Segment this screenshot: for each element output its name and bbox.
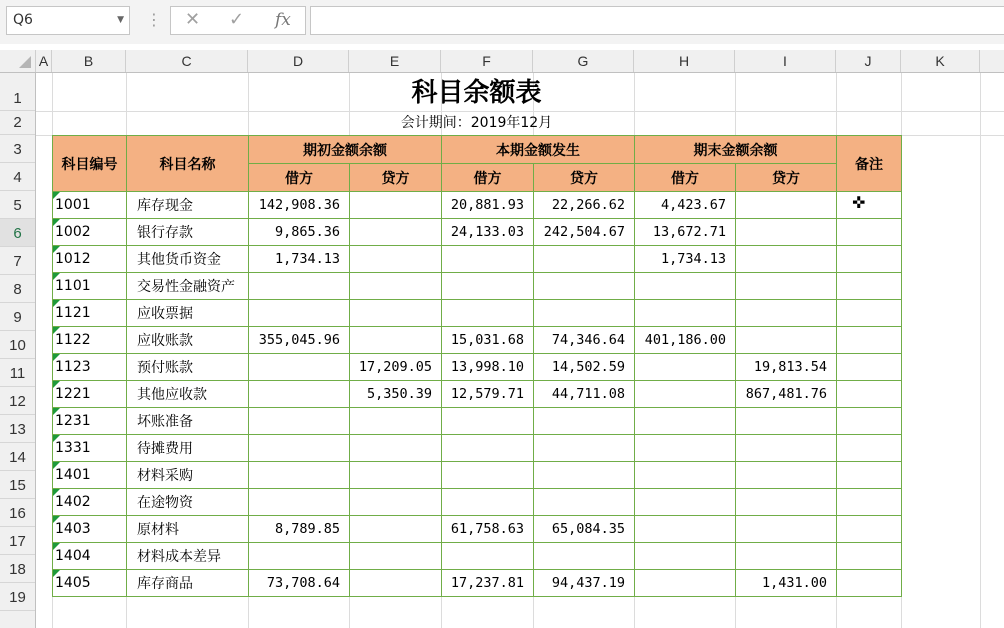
amount-cell[interactable]: [249, 489, 350, 516]
account-code-cell[interactable]: 1331: [53, 435, 127, 462]
amount-cell[interactable]: [736, 246, 837, 273]
amount-cell[interactable]: [442, 246, 534, 273]
amount-cell[interactable]: 17,209.05: [350, 354, 442, 381]
amount-cell[interactable]: [442, 273, 534, 300]
amount-cell[interactable]: 867,481.76: [736, 381, 837, 408]
amount-cell[interactable]: [736, 273, 837, 300]
table-row: [53, 219, 902, 246]
amount-cell[interactable]: 74,346.64: [534, 327, 635, 354]
amount-cell[interactable]: [442, 408, 534, 435]
amount-cell[interactable]: 19,813.54: [736, 354, 837, 381]
amount-cell[interactable]: [442, 462, 534, 489]
amount-cell[interactable]: [249, 381, 350, 408]
row-header[interactable]: 18: [0, 555, 35, 583]
name-box-value: Q6: [13, 12, 33, 28]
header-current-credit[interactable]: 贷方: [534, 164, 635, 192]
amount-cell[interactable]: [249, 543, 350, 570]
amount-cell[interactable]: [736, 327, 837, 354]
account-name-cell[interactable]: 银行存款: [127, 219, 249, 246]
account-code-cell[interactable]: 1221: [53, 381, 127, 408]
table-row: [53, 516, 902, 543]
amount-cell[interactable]: [534, 273, 635, 300]
table-row: [53, 192, 902, 219]
amount-cell[interactable]: 24,133.03: [442, 219, 534, 246]
account-name-cell[interactable]: 库存商品: [127, 570, 249, 597]
amount-cell[interactable]: 142,908.36: [249, 192, 350, 219]
note-cell[interactable]: [837, 435, 902, 462]
amount-cell[interactable]: [736, 300, 837, 327]
row-header[interactable]: 5: [0, 191, 35, 219]
amount-cell[interactable]: 401,186.00: [635, 327, 736, 354]
account-name-cell[interactable]: 应收账款: [127, 327, 249, 354]
table-row: [53, 381, 902, 408]
account-name-cell[interactable]: 材料成本差异: [127, 543, 249, 570]
column-header-bar: [0, 50, 1004, 73]
amount-cell[interactable]: 17,237.81: [442, 570, 534, 597]
account-name-cell[interactable]: 原材料: [127, 516, 249, 543]
amount-cell[interactable]: [442, 489, 534, 516]
row-header[interactable]: 3: [0, 135, 35, 163]
amount-cell[interactable]: [350, 408, 442, 435]
row-header[interactable]: 11: [0, 359, 35, 387]
amount-cell[interactable]: 8,789.85: [249, 516, 350, 543]
amount-cell[interactable]: [534, 300, 635, 327]
table-row: [53, 273, 902, 300]
table-row: [53, 570, 902, 597]
table-row: [53, 489, 902, 516]
note-cell[interactable]: [837, 489, 902, 516]
amount-cell[interactable]: 1,431.00: [736, 570, 837, 597]
table-body: [53, 192, 902, 597]
amount-cell[interactable]: [534, 489, 635, 516]
row-header[interactable]: 8: [0, 275, 35, 303]
amount-cell[interactable]: [249, 408, 350, 435]
amount-cell[interactable]: [350, 192, 442, 219]
column-header-d[interactable]: D: [248, 50, 349, 72]
select-all-button[interactable]: [0, 50, 36, 72]
column-header-a[interactable]: A: [36, 50, 52, 72]
note-cell[interactable]: [837, 570, 902, 597]
amount-cell[interactable]: 355,045.96: [249, 327, 350, 354]
amount-cell[interactable]: [635, 543, 736, 570]
accounting-period: 会计期间：2019年12月: [400, 115, 553, 131]
amount-cell[interactable]: [736, 462, 837, 489]
amount-cell[interactable]: [442, 300, 534, 327]
amount-cell[interactable]: 14,502.59: [534, 354, 635, 381]
account-name-cell[interactable]: 在途物资: [127, 489, 249, 516]
amount-cell[interactable]: 15,031.68: [442, 327, 534, 354]
header-opening-balance[interactable]: 期初金额余额: [249, 136, 442, 164]
row-header[interactable]: 9: [0, 303, 35, 331]
account-name-cell[interactable]: 待摊费用: [127, 435, 249, 462]
amount-cell[interactable]: [736, 408, 837, 435]
row-header[interactable]: 19: [0, 583, 35, 611]
table-row: [53, 300, 902, 327]
formula-bar-area: [0, 0, 1004, 44]
amount-cell[interactable]: 9,865.36: [249, 219, 350, 246]
table-row: [53, 462, 902, 489]
header-account-name[interactable]: 科目名称: [127, 136, 249, 192]
amount-cell[interactable]: [350, 489, 442, 516]
account-name-cell[interactable]: 坏账准备: [127, 408, 249, 435]
account-code-cell[interactable]: 1122: [53, 327, 127, 354]
note-cell[interactable]: [837, 219, 902, 246]
column-header-k[interactable]: K: [901, 50, 980, 72]
note-cell[interactable]: [837, 246, 902, 273]
table-row: [53, 327, 902, 354]
table-row: [53, 543, 902, 570]
header-opening-credit[interactable]: 贷方: [350, 164, 442, 192]
note-cell[interactable]: [837, 462, 902, 489]
column-header-h[interactable]: H: [634, 50, 735, 72]
amount-cell[interactable]: [736, 435, 837, 462]
account-code-cell[interactable]: 1402: [53, 489, 127, 516]
amount-cell[interactable]: 44,711.08: [534, 381, 635, 408]
row-header[interactable]: 14: [0, 443, 35, 471]
column-header-f[interactable]: F: [441, 50, 533, 72]
amount-cell[interactable]: [249, 300, 350, 327]
note-cell[interactable]: [837, 354, 902, 381]
amount-cell[interactable]: 61,758.63: [442, 516, 534, 543]
column-header-i[interactable]: I: [735, 50, 836, 72]
amount-cell[interactable]: [534, 246, 635, 273]
header-opening-debit[interactable]: 借方: [249, 164, 350, 192]
note-cell[interactable]: [837, 408, 902, 435]
amount-cell[interactable]: [635, 381, 736, 408]
account-name-cell[interactable]: 其他货币资金: [127, 246, 249, 273]
cancel-icon[interactable]: ✕: [185, 9, 201, 30]
amount-cell[interactable]: [635, 516, 736, 543]
table-row: [53, 435, 902, 462]
chevron-down-icon[interactable]: ▼: [117, 15, 124, 25]
header-closing-credit[interactable]: 贷方: [736, 164, 837, 192]
amount-cell[interactable]: [635, 354, 736, 381]
account-balance-table: [52, 135, 902, 597]
account-code-cell[interactable]: 1012: [53, 246, 127, 273]
row-header[interactable]: 2: [0, 111, 35, 135]
amount-cell[interactable]: [350, 435, 442, 462]
row-header[interactable]: 13: [0, 415, 35, 443]
amount-cell[interactable]: [249, 462, 350, 489]
row-header[interactable]: 4: [0, 163, 35, 191]
amount-cell[interactable]: [249, 354, 350, 381]
amount-cell[interactable]: [442, 435, 534, 462]
amount-cell[interactable]: 5,350.39: [350, 381, 442, 408]
amount-cell[interactable]: [350, 462, 442, 489]
header-current-debit[interactable]: 借方: [442, 164, 534, 192]
amount-cell[interactable]: [635, 408, 736, 435]
amount-cell[interactable]: [736, 543, 837, 570]
amount-cell[interactable]: [249, 273, 350, 300]
amount-cell[interactable]: [736, 192, 837, 219]
header-note[interactable]: 备注: [837, 136, 902, 192]
row-header[interactable]: 1: [0, 73, 35, 111]
header-account-code[interactable]: 科目编号: [53, 136, 127, 192]
account-name-cell[interactable]: 材料采购: [127, 462, 249, 489]
column-header-b[interactable]: B: [52, 50, 126, 72]
amount-cell[interactable]: [350, 300, 442, 327]
amount-cell[interactable]: [635, 570, 736, 597]
name-box[interactable]: [6, 6, 130, 35]
amount-cell[interactable]: [534, 408, 635, 435]
sheet-title: 科目余额表: [411, 78, 542, 108]
header-closing-debit[interactable]: 借方: [635, 164, 736, 192]
account-code-cell[interactable]: 1121: [53, 300, 127, 327]
amount-cell[interactable]: [350, 273, 442, 300]
account-name-cell[interactable]: 交易性金融资产: [127, 273, 249, 300]
amount-cell[interactable]: 73,708.64: [249, 570, 350, 597]
account-code-cell[interactable]: 1401: [53, 462, 127, 489]
row-header[interactable]: 7: [0, 247, 35, 275]
account-code-cell[interactable]: 1123: [53, 354, 127, 381]
row-header[interactable]: 17: [0, 527, 35, 555]
row-header-bar: [0, 73, 36, 628]
note-cell[interactable]: [837, 327, 902, 354]
note-cell[interactable]: [837, 273, 902, 300]
amount-cell[interactable]: 13,672.71: [635, 219, 736, 246]
table-row: [53, 408, 902, 435]
account-name-cell[interactable]: 其他应收款: [127, 381, 249, 408]
amount-cell[interactable]: 12,579.71: [442, 381, 534, 408]
amount-cell[interactable]: 4,423.67: [635, 192, 736, 219]
account-code-cell[interactable]: 1403: [53, 516, 127, 543]
row-header[interactable]: 16: [0, 499, 35, 527]
amount-cell[interactable]: 20,881.93: [442, 192, 534, 219]
column-header-e[interactable]: E: [349, 50, 441, 72]
amount-cell[interactable]: [635, 300, 736, 327]
row-header-selected[interactable]: 6: [0, 219, 35, 247]
row-header[interactable]: 15: [0, 471, 35, 499]
account-name-cell[interactable]: 应收票据: [127, 300, 249, 327]
note-cell[interactable]: [837, 516, 902, 543]
enter-icon[interactable]: ✓: [229, 9, 245, 30]
header-closing-balance[interactable]: 期末金额余额: [635, 136, 837, 164]
account-code-cell[interactable]: 1405: [53, 570, 127, 597]
amount-cell[interactable]: [350, 246, 442, 273]
amount-cell[interactable]: 94,437.19: [534, 570, 635, 597]
column-header-g[interactable]: G: [533, 50, 634, 72]
note-cell[interactable]: [837, 300, 902, 327]
account-name-cell[interactable]: 预付账款: [127, 354, 249, 381]
column-header-j[interactable]: J: [836, 50, 901, 72]
account-code-cell[interactable]: 1231: [53, 408, 127, 435]
amount-cell[interactable]: [350, 570, 442, 597]
cell-cursor-icon: ✜: [852, 193, 866, 212]
formula-input[interactable]: [310, 6, 1004, 35]
amount-cell[interactable]: [635, 489, 736, 516]
cell-grid[interactable]: [36, 73, 1004, 628]
row-header[interactable]: 12: [0, 387, 35, 415]
formula-buttons: [170, 6, 306, 35]
table-row: [53, 354, 902, 381]
amount-cell[interactable]: [249, 435, 350, 462]
amount-cell[interactable]: [350, 219, 442, 246]
amount-cell[interactable]: 65,084.35: [534, 516, 635, 543]
amount-cell[interactable]: [350, 516, 442, 543]
amount-cell[interactable]: [635, 273, 736, 300]
amount-cell[interactable]: [442, 543, 534, 570]
amount-cell[interactable]: [635, 462, 736, 489]
account-code-cell[interactable]: 1101: [53, 273, 127, 300]
account-code-cell[interactable]: 1002: [53, 219, 127, 246]
row-header[interactable]: 10: [0, 331, 35, 359]
drag-handle-icon[interactable]: ⋮: [146, 10, 161, 29]
amount-cell[interactable]: [736, 489, 837, 516]
table-row: [53, 246, 902, 273]
amount-cell[interactable]: [350, 327, 442, 354]
account-code-cell[interactable]: 1404: [53, 543, 127, 570]
account-name-cell[interactable]: 库存现金: [127, 192, 249, 219]
amount-cell[interactable]: [736, 219, 837, 246]
account-code-cell[interactable]: 1001: [53, 192, 127, 219]
amount-cell[interactable]: [534, 543, 635, 570]
amount-cell[interactable]: 13,998.10: [442, 354, 534, 381]
table-header-row: [53, 136, 902, 164]
amount-cell[interactable]: [736, 516, 837, 543]
note-cell[interactable]: [837, 543, 902, 570]
amount-cell[interactable]: [534, 462, 635, 489]
note-cell[interactable]: [837, 192, 902, 219]
note-cell[interactable]: [837, 381, 902, 408]
function-icon[interactable]: fx: [275, 10, 291, 30]
amount-cell[interactable]: 22,266.62: [534, 192, 635, 219]
amount-cell[interactable]: [635, 435, 736, 462]
amount-cell[interactable]: [534, 435, 635, 462]
header-current-activity[interactable]: 本期金额发生: [442, 136, 635, 164]
amount-cell[interactable]: 1,734.13: [249, 246, 350, 273]
amount-cell[interactable]: 1,734.13: [635, 246, 736, 273]
column-header-c[interactable]: C: [126, 50, 248, 72]
amount-cell[interactable]: 242,504.67: [534, 219, 635, 246]
amount-cell[interactable]: [350, 543, 442, 570]
